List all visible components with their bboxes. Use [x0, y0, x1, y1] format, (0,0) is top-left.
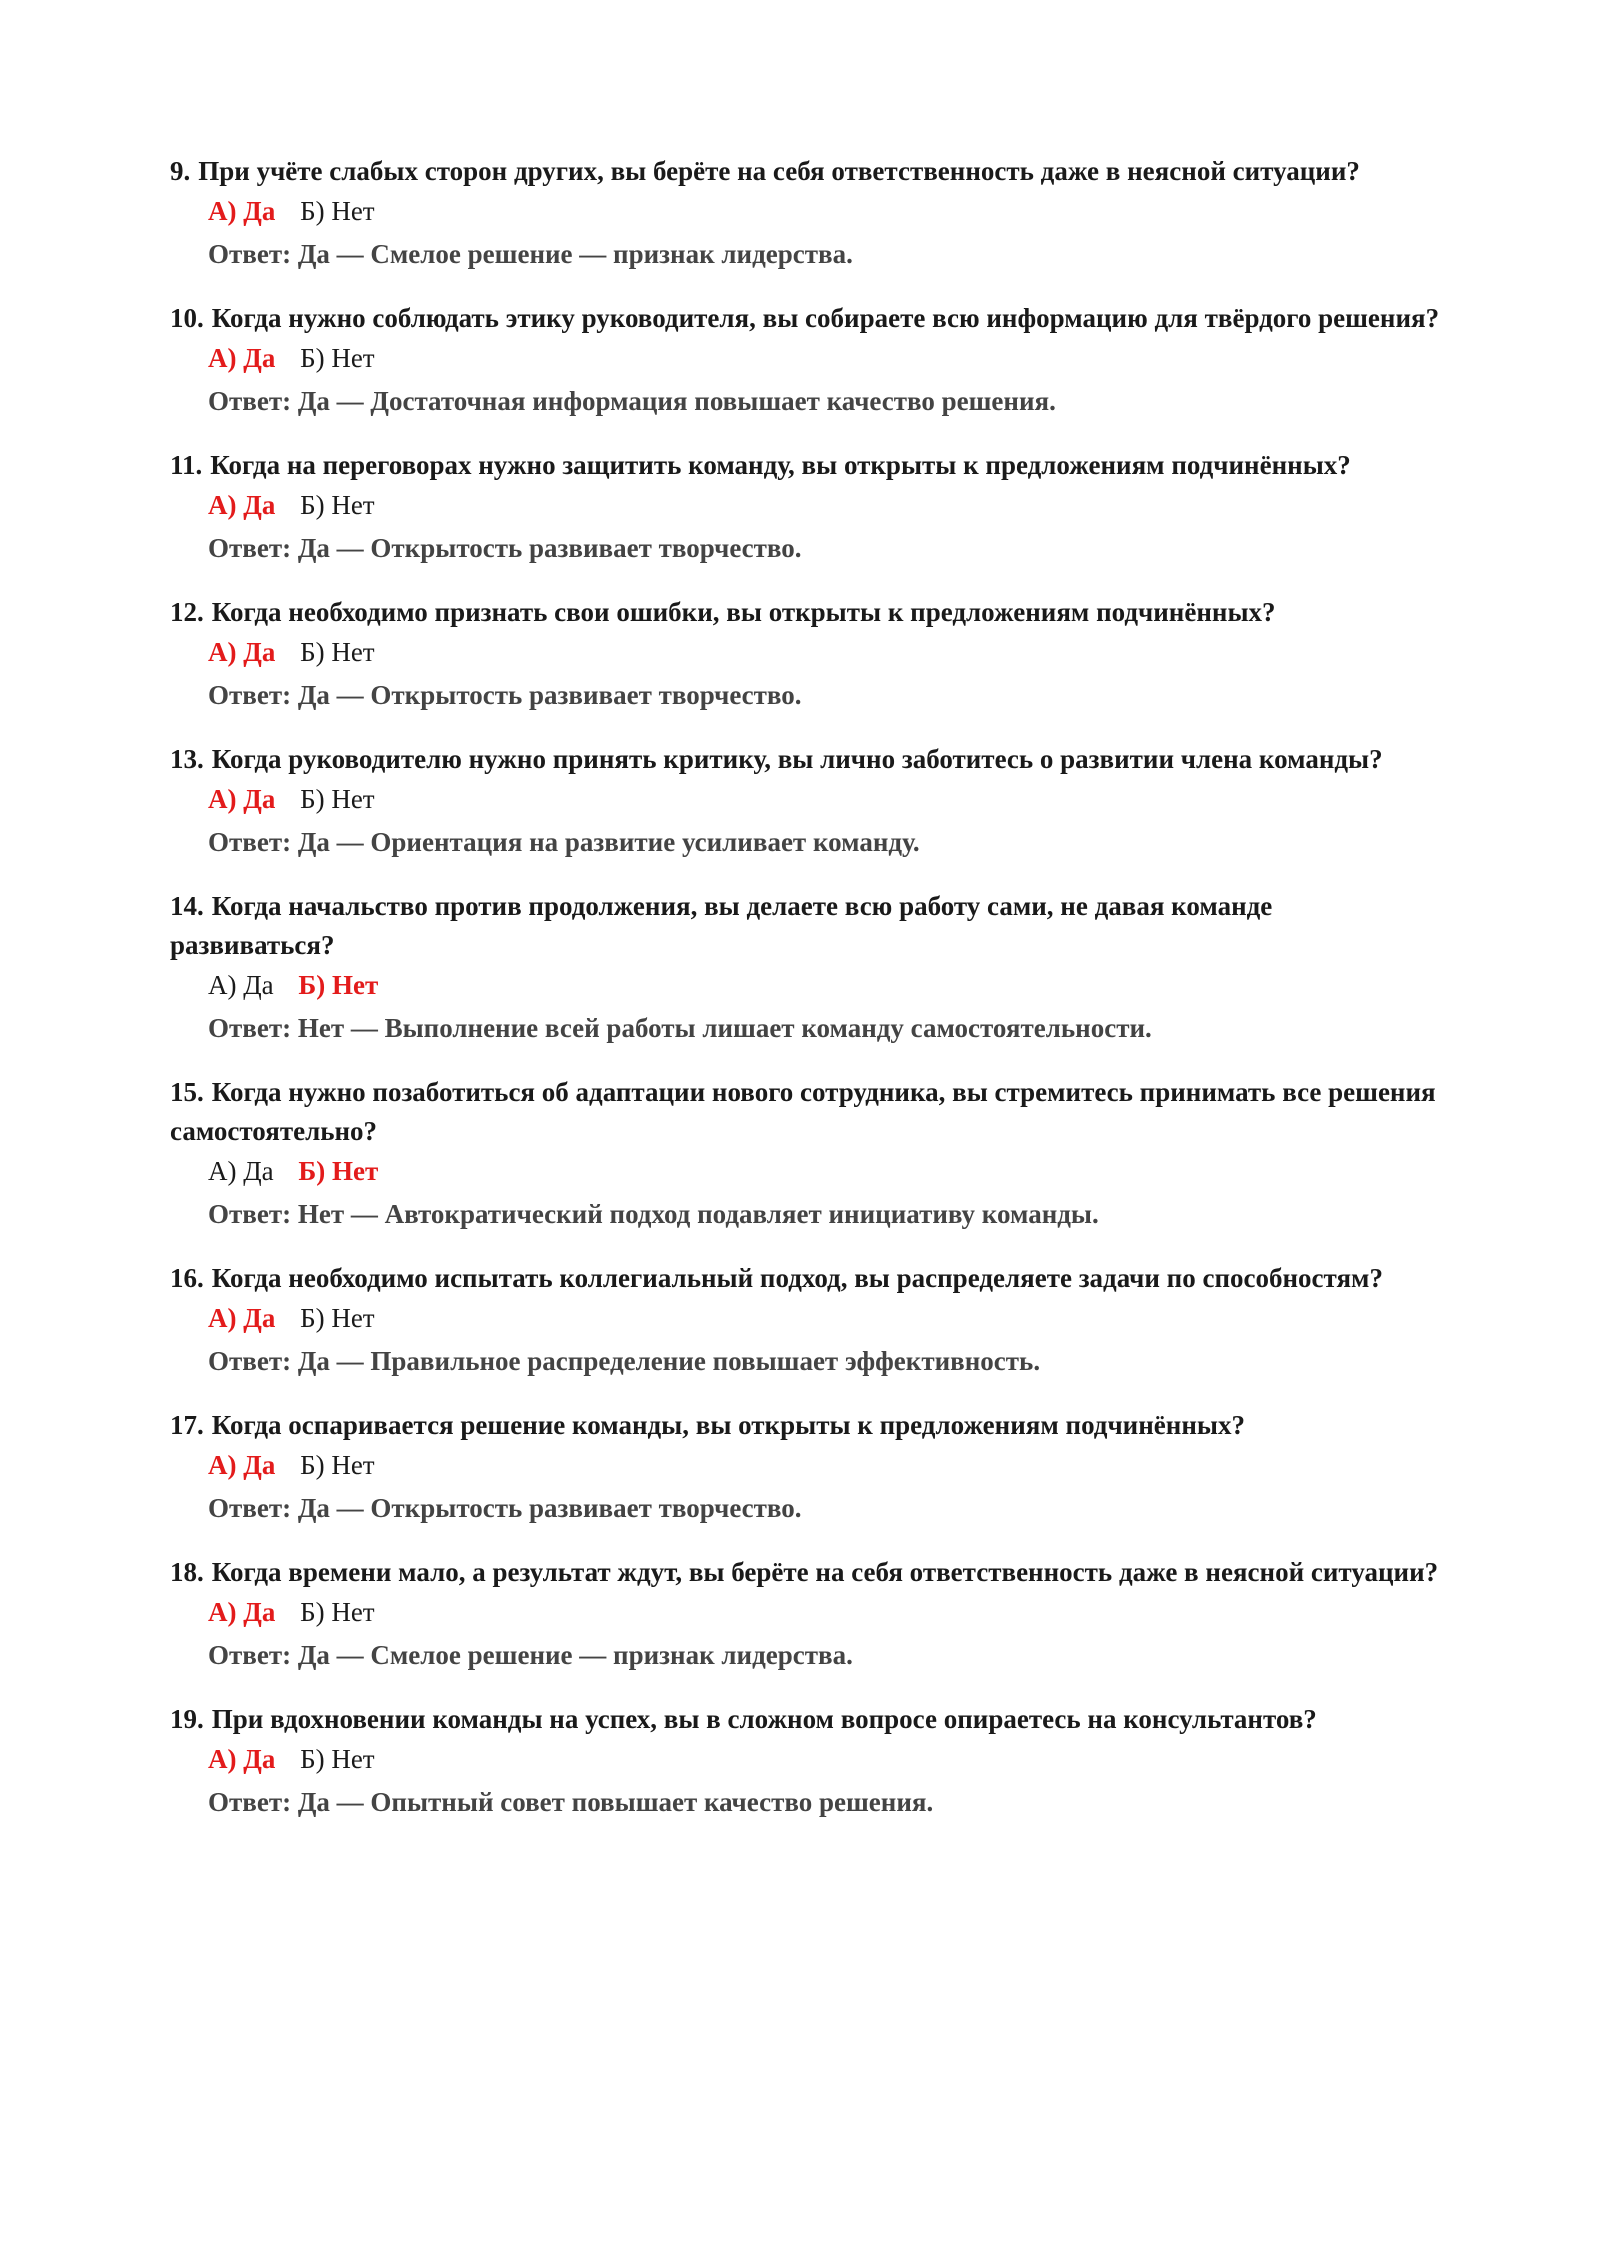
answer-explanation: Ответ: Да — Опытный совет повышает качество решения. — [208, 1787, 934, 1817]
answer-options — [208, 1151, 1440, 1192]
question-body: При вдохновении команды на успех, вы в сложном вопросе опираетесь на консультантов? — [211, 1704, 1317, 1734]
answer-options — [208, 779, 1440, 820]
question-item — [170, 152, 1440, 276]
option-a[interactable]: А) Да — [208, 784, 276, 814]
question-item — [170, 446, 1440, 570]
question-body: Когда времени мало, а результат ждут, вы берёте на себя ответственность даже в неясной ситуации? — [211, 1557, 1439, 1587]
answer-options — [208, 1445, 1440, 1486]
question-item — [170, 1073, 1440, 1236]
option-b[interactable]: Б) Нет — [300, 343, 375, 373]
option-b[interactable]: Б) Нет — [300, 637, 375, 667]
question-number: 12. — [170, 597, 204, 627]
answer-explanation: Ответ: Да — Достаточная информация повышает качество решения. — [208, 386, 1056, 416]
question-text — [170, 740, 1440, 779]
question-body: Когда нужно соблюдать этику руководителя, вы собираете всю информацию для твёрдого решения? — [211, 303, 1440, 333]
answer-options — [208, 1592, 1440, 1633]
question-body: Когда на переговорах нужно защитить команду, вы открыты к предложениям подчинённых? — [210, 450, 1351, 480]
question-text — [170, 446, 1440, 485]
question-item — [170, 299, 1440, 423]
question-text — [170, 1406, 1440, 1445]
answer-options — [208, 965, 1440, 1006]
question-item — [170, 887, 1440, 1050]
option-b[interactable]: Б) Нет — [300, 196, 375, 226]
option-b[interactable]: Б) Нет — [300, 1744, 375, 1774]
option-a[interactable]: А) Да — [208, 1597, 276, 1627]
answer-options — [208, 338, 1440, 379]
option-a[interactable]: А) Да — [208, 1450, 276, 1480]
option-a[interactable]: А) Да — [208, 637, 276, 667]
answer-explanation: Ответ: Да — Открытость развивает творчество. — [208, 680, 802, 710]
question-number: 19. — [170, 1704, 204, 1734]
question-number: 17. — [170, 1410, 204, 1440]
question-body: Когда необходимо испытать коллегиальный подход, вы распределяете задачи по способностям? — [211, 1263, 1383, 1293]
answer-explanation: Ответ: Нет — Автократический подход подавляет инициативу команды. — [208, 1199, 1099, 1229]
question-item — [170, 1700, 1440, 1824]
question-text — [170, 1259, 1440, 1298]
question-text — [170, 1553, 1440, 1592]
question-text — [170, 887, 1440, 965]
question-body: Когда руководителю нужно принять критику, вы лично заботитесь о развитии члена команды? — [211, 744, 1383, 774]
question-body: Когда нужно позаботиться об адаптации нового сотрудника, вы стремитесь принимать все решения самостоятельно? — [170, 1077, 1436, 1146]
option-a[interactable]: А) Да — [208, 490, 276, 520]
answer-explanation: Ответ: Да — Ориентация на развитие усиливает команду. — [208, 827, 920, 857]
option-a[interactable]: А) Да — [208, 1156, 274, 1186]
question-body: При учёте слабых сторон других, вы берёте на себя ответственность даже в неясной ситуации? — [198, 156, 1360, 186]
question-text — [170, 1073, 1440, 1151]
question-text — [170, 593, 1440, 632]
option-b[interactable]: Б) Нет — [300, 1450, 375, 1480]
question-list — [170, 152, 1440, 1847]
option-a[interactable]: А) Да — [208, 1303, 276, 1333]
answer-options — [208, 1739, 1440, 1780]
option-b[interactable]: Б) Нет — [300, 490, 375, 520]
question-text — [170, 299, 1440, 338]
option-a[interactable]: А) Да — [208, 970, 274, 1000]
question-item — [170, 740, 1440, 864]
option-b[interactable]: Б) Нет — [300, 1597, 375, 1627]
question-item — [170, 1259, 1440, 1383]
question-body: Когда необходимо признать свои ошибки, вы открыты к предложениям подчинённых? — [211, 597, 1276, 627]
question-number: 11. — [170, 450, 203, 480]
option-a[interactable]: А) Да — [208, 1744, 276, 1774]
question-item — [170, 1553, 1440, 1677]
answer-explanation: Ответ: Да — Смелое решение — признак лидерства. — [208, 1640, 853, 1670]
answer-explanation: Ответ: Да — Смелое решение — признак лидерства. — [208, 239, 853, 269]
question-body: Когда оспаривается решение команды, вы открыты к предложениям подчинённых? — [211, 1410, 1245, 1440]
option-a[interactable]: А) Да — [208, 196, 276, 226]
answer-options — [208, 485, 1440, 526]
option-b[interactable]: Б) Нет — [298, 1156, 379, 1186]
answer-options — [208, 1298, 1440, 1339]
question-text — [170, 1700, 1440, 1739]
question-number: 15. — [170, 1077, 204, 1107]
answer-explanation: Ответ: Да — Правильное распределение повышает эффективность. — [208, 1346, 1041, 1376]
question-number: 18. — [170, 1557, 204, 1587]
question-number: 9. — [170, 156, 191, 186]
option-b[interactable]: Б) Нет — [300, 1303, 375, 1333]
option-b[interactable]: Б) Нет — [298, 970, 379, 1000]
question-text — [170, 152, 1440, 191]
question-number: 14. — [170, 891, 204, 921]
answer-explanation: Ответ: Да — Открытость развивает творчество. — [208, 1493, 802, 1523]
answer-explanation: Ответ: Да — Открытость развивает творчество. — [208, 533, 802, 563]
option-b[interactable]: Б) Нет — [300, 784, 375, 814]
answer-options — [208, 632, 1440, 673]
question-item — [170, 593, 1440, 717]
question-body: Когда начальство против продолжения, вы делаете всю работу сами, не давая команде развиваться? — [170, 891, 1273, 960]
question-item — [170, 1406, 1440, 1530]
question-number: 16. — [170, 1263, 204, 1293]
option-a[interactable]: А) Да — [208, 343, 276, 373]
question-number: 13. — [170, 744, 204, 774]
answer-explanation: Ответ: Нет — Выполнение всей работы лишает команду самостоятельности. — [208, 1013, 1152, 1043]
question-number: 10. — [170, 303, 204, 333]
answer-options — [208, 191, 1440, 232]
